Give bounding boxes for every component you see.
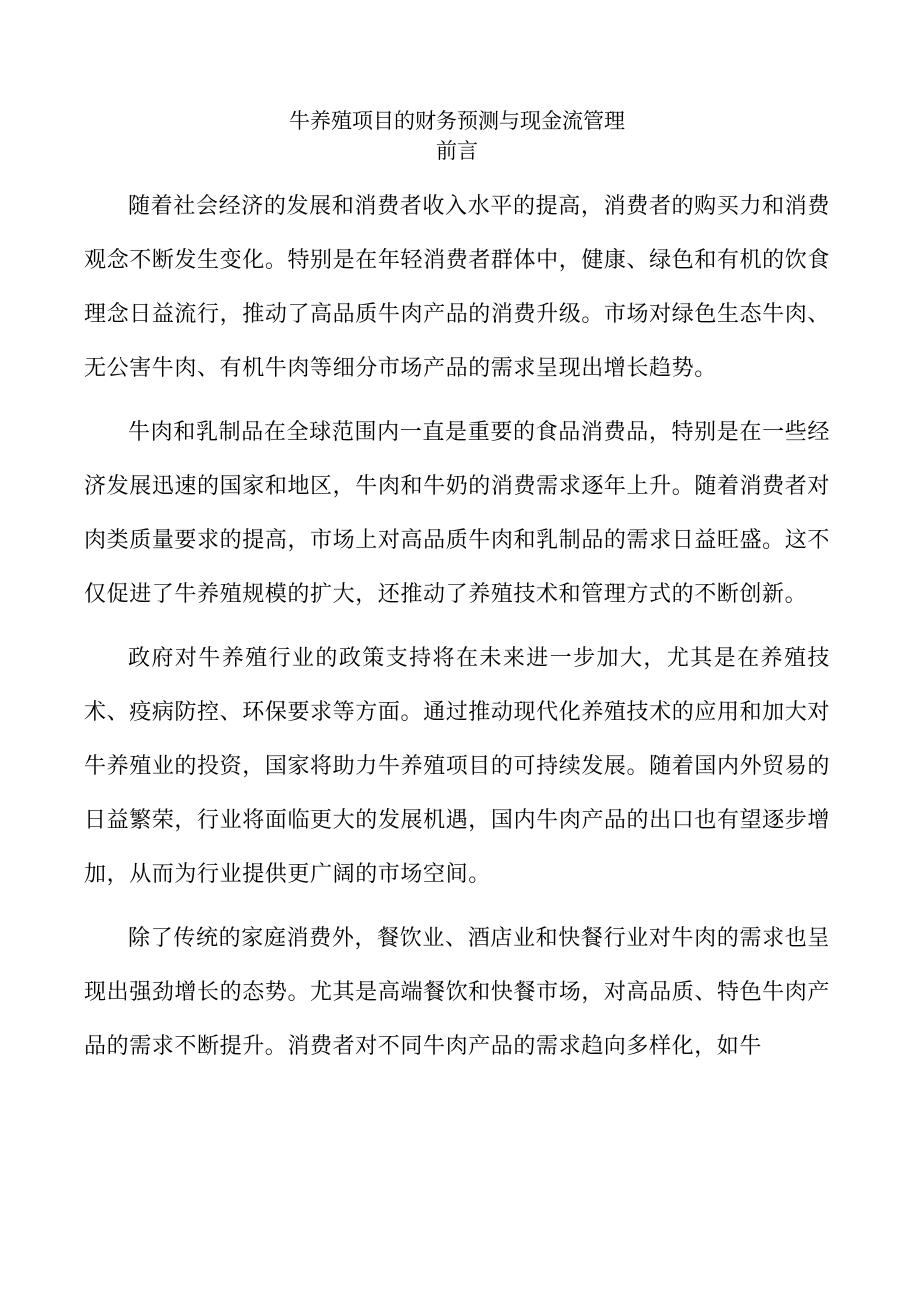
paragraph-4: 除了传统的家庭消费外，餐饮业、酒店业和快餐行业对牛肉的需求也呈现出强劲增长的态势。尤其是高端餐饮和快餐市场，对高品质、特色牛肉产品的需求不断提升。消费者对不同牛肉产品的需求趋向多样化，如牛 bbox=[84, 926, 830, 1059]
paragraph-2: 牛肉和乳制品在全球范围内一直是重要的食品消费品，特别是在一些经济发展迅速的国家和地区，牛肉和牛奶的消费需求逐年上升。随着消费者对肉类质量要求的提高，市场上对高品质牛肉和乳制品的需求日益旺盛。这不仅促进了牛养殖规模的扩大，还推动了养殖技术和管理方式的不断创新。 bbox=[84, 420, 830, 607]
document-title: 牛养殖项目的财务预测与现金流管理 bbox=[289, 109, 625, 133]
paragraph-1: 随着社会经济的发展和消费者收入水平的提高，消费者的购买力和消费观念不断发生变化。特别是在年轻消费者群体中，健康、绿色和有机的饮食理念日益流行，推动了高品质牛肉产品的消费升级。市场对绿色生态牛肉、无公害牛肉、有机牛肉等细分市场产品的需求呈现出增长趋势。 bbox=[84, 194, 830, 381]
paragraph-3: 政府对牛养殖行业的政策支持将在未来进一步加大，尤其是在养殖技术、疫病防控、环保要求等方面。通过推动现代化养殖技术的应用和加大对牛养殖业的投资，国家将助力牛养殖项目的可持续发展。随着国内外贸易的日益繁荣，行业将面临更大的发展机遇，国内牛肉产品的出口也有望逐步增加，从而为行业提供更广阔的市场空间。 bbox=[84, 646, 830, 887]
section-heading: 前言 bbox=[436, 139, 478, 163]
